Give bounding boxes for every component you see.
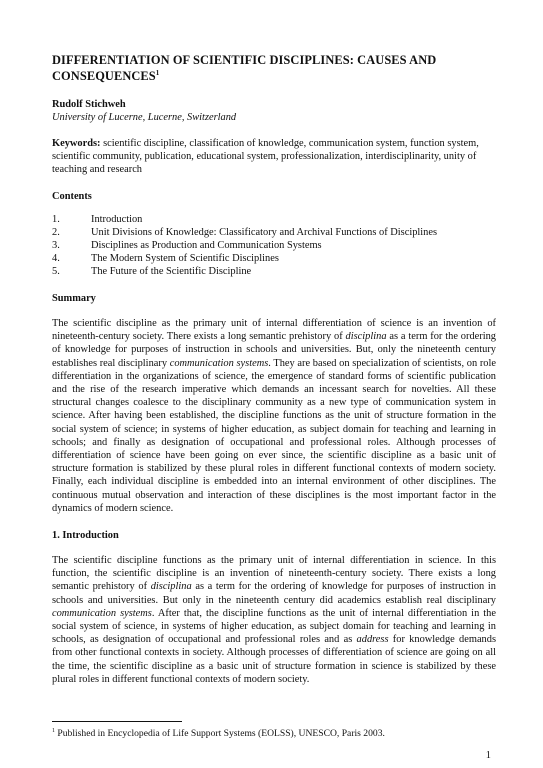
intro-text-1: The scientific discipline functions as the primary unit of internal differentiation in science. In this function, the scientific discipline is an invention of nineteenth-century society. There exists a long semantic prehistory of (52, 555, 496, 593)
summary-text-2: as a term for the ordering of knowledge for purposes of instruction in schools and universities. But, only the nineteenth century establishes real disciplinary (52, 331, 497, 369)
toc-number: 1. (52, 214, 60, 225)
intro-text-4: for knowledge demands from other functional contexts in society. Although processes of differentiation of science are going on all the time, the scientific discipline as a basic unit of structure formation in science is stabilized by these plural roles in different functional contexts of modern society. (52, 634, 496, 685)
summary-emphasis-2: communication systems (169, 357, 269, 369)
toc-number: 3. (52, 240, 60, 251)
introduction-heading: 1. Introduction (52, 530, 119, 542)
intro-emphasis-2: communication systems (52, 607, 152, 619)
toc-item (52, 213, 496, 226)
table-of-contents (52, 213, 496, 278)
intro-text-3: . After that, the discipline functions as the unit of internal differentiation in the social system of science, in systems of higher education, as subject domain for teaching and learning in schools, as designation of occupational and professional roles and as (52, 607, 496, 646)
toc-item (52, 265, 496, 278)
toc-number: 2. (52, 227, 60, 238)
toc-label: Disciplines as Production and Communication Systems (91, 240, 322, 251)
keywords-label: Keywords: (52, 138, 101, 149)
toc-label: Introduction (91, 214, 143, 225)
toc-label: The Future of the Scientific Discipline (91, 266, 252, 277)
intro-emphasis-1: disciplina (150, 581, 192, 593)
summary-text-1: The scientific discipline as the primary unit of internal differentiation of science is an invention of nineteenth-century society. There exists a long semantic prehistory of (52, 318, 496, 343)
toc-label: The Modern System of Scientific Disciplines (91, 253, 279, 264)
title-footnote-mark: 1 (155, 68, 160, 77)
summary-paragraph (52, 317, 496, 515)
toc-item (52, 226, 496, 239)
page-number: 1 (485, 750, 491, 761)
paper-title (52, 52, 496, 84)
contents-heading: Contents (52, 191, 92, 202)
introduction-paragraph (52, 554, 496, 686)
footnote-mark: 1 (52, 727, 55, 734)
toc-number: 4. (52, 253, 60, 264)
summary-heading: Summary (52, 293, 96, 304)
author-block (52, 98, 496, 124)
author-affiliation: University of Lucerne, Lucerne, Switzerland (52, 112, 237, 123)
summary-emphasis-1: disciplina (345, 331, 387, 343)
document-page (52, 52, 496, 696)
intro-text-2: as a term for the ordering of knowledge for purposes of instruction in schools and universities. But only in the nineteenth century did academics establish real disciplinary (52, 581, 496, 606)
toc-item (52, 252, 496, 265)
toc-label: Unit Divisions of Knowledge: Classificatory and Archival Functions of Disciplines (91, 227, 438, 238)
toc-number: 5. (52, 266, 60, 277)
keywords-block (52, 137, 496, 176)
toc-item (52, 239, 496, 252)
title-text: DIFFERENTIATION OF SCIENTIFIC DISCIPLINES: CAUSES AND CONSEQUENCES (52, 53, 437, 83)
author-name: Rudolf Stichweh (52, 99, 126, 110)
footnote (52, 728, 385, 740)
summary-text-3: . They are based on specialization of scientists, on role differentiation in the organizations of science, the emergence of standard forms of scientific publication and the rise of the research imperative which demands an incessant search for novelties. All these structural changes coalesce to the disciplinary community as a new type of communication system in science. After having been established, the discipline functions as the unit of structure formation in the social system of science; in systems of higher education, as subject domain for teaching and learning in schools; and finally as designation of occupational and professional roles. Although processes of differentiation of science have been going on ever since, the scientific discipline as a basic unit of structure formation is stabilized by these plural roles in different functional contexts of modern society. Finally, each individual discipline is embedded into an internal environment of other disciplines. The continuous mutual observation and interaction of these disciplines is the most important factor in the dynamics of modern science. (52, 357, 496, 514)
footnote-text: Published in Encyclopedia of Life Support Systems (EOLSS), UNESCO, Paris 2003. (55, 728, 385, 739)
keywords-text: scientific discipline, classification of knowledge, communication system, function system, scientific community, publication, educational system, professionalization, interdisciplinarity, unity of teaching and research (52, 138, 479, 175)
footnote-separator (52, 721, 182, 722)
intro-emphasis-3: address (356, 634, 389, 646)
